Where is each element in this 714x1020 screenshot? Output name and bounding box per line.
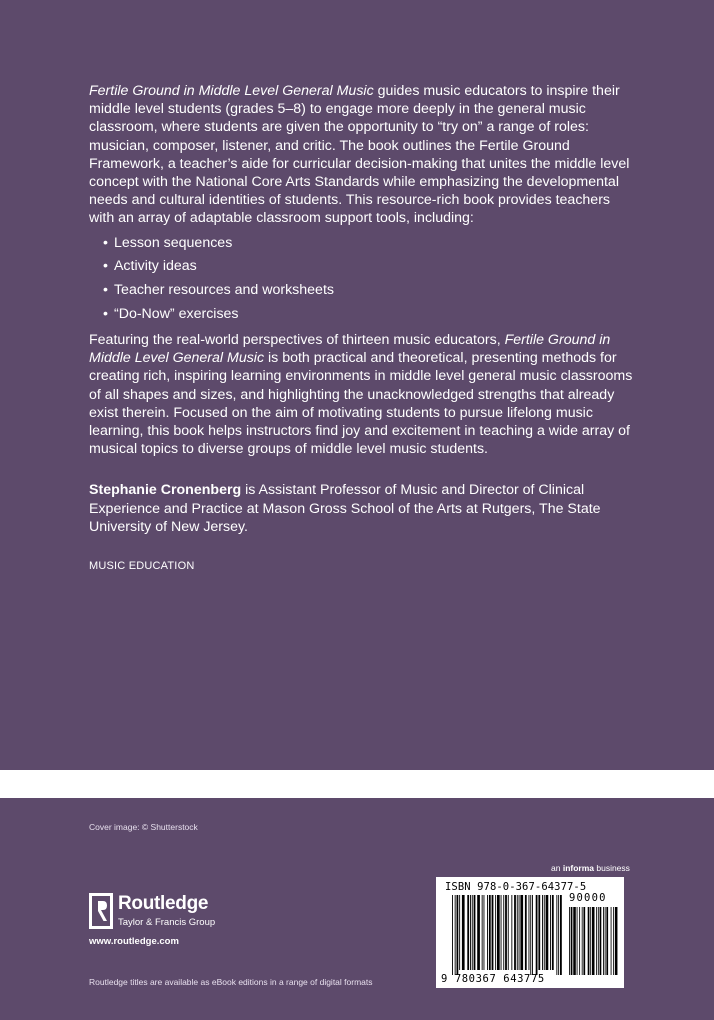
barcode-bar xyxy=(592,907,595,975)
barcode-bar xyxy=(550,895,551,970)
barcode-bar xyxy=(556,895,557,975)
barcode-bar xyxy=(503,895,504,970)
barcode-bar xyxy=(501,895,502,970)
barcode-bar xyxy=(538,895,540,970)
barcode-bar xyxy=(462,895,465,970)
barcode-bar xyxy=(484,895,485,970)
book-title-italic-2: Fertile Ground in Middle Level General Music xyxy=(89,331,611,367)
barcode-bar xyxy=(536,895,538,975)
informa-brand: informa xyxy=(562,863,594,873)
perspectives-lead: Featuring the real-world perspectives of thirteen music educators, xyxy=(89,331,505,348)
barcode-bar xyxy=(452,895,453,975)
barcode-bar xyxy=(472,895,473,970)
barcode-bar xyxy=(530,895,531,975)
barcode-bar xyxy=(525,895,527,970)
barcode-bar xyxy=(560,895,562,975)
informa-prefix: an xyxy=(551,863,563,873)
barcode-bar xyxy=(615,907,618,975)
barcode-bar xyxy=(582,907,583,975)
barcode-bar xyxy=(558,895,559,975)
barcode-bar xyxy=(613,907,614,975)
author-bio-text: is Assistant Professor of Music and Director of Clinical Experience and Practice at Mason Gross School of the Arts at Rutgers, The State University of New Jersey. xyxy=(89,482,601,535)
list-item: • “Do-Now” exercises xyxy=(103,305,634,323)
addon-number: 90000 xyxy=(569,892,607,904)
barcode-bar xyxy=(579,907,580,975)
barcode-bar xyxy=(552,895,554,970)
barcode-bar xyxy=(532,895,533,975)
barcode-bar xyxy=(544,895,545,970)
barcode-bar xyxy=(542,895,543,970)
barcode-bar xyxy=(470,895,471,970)
author-bio xyxy=(89,481,634,536)
barcode-bar xyxy=(477,895,480,970)
barcode-bar xyxy=(459,895,460,970)
barcode-bar xyxy=(474,895,476,970)
barcode-bar xyxy=(546,895,549,970)
barcode-bar xyxy=(577,907,578,975)
barcode-bar xyxy=(569,907,570,975)
routledge-logo-icon xyxy=(89,893,113,929)
publisher-group: Taylor & Francis Group xyxy=(118,917,216,928)
barcode-bar xyxy=(600,907,602,975)
barcode-bar xyxy=(605,907,606,975)
barcode-bar xyxy=(583,907,585,975)
barcode-bar xyxy=(457,895,459,975)
informa-suffix: business xyxy=(594,863,630,873)
barcode-bar xyxy=(603,907,604,975)
barcode-bar xyxy=(492,895,494,970)
list-item: • Lesson sequences xyxy=(103,234,634,252)
cover-image-credit: Cover image: © Shutterstock xyxy=(89,822,198,832)
author-name: Stephanie Cronenberg xyxy=(89,482,242,499)
barcode-bar xyxy=(487,895,488,970)
barcode-bar xyxy=(596,907,597,975)
back-cover-blurb xyxy=(89,82,634,575)
description-text: guides music educators to inspire their middle level students (grades 5–8) to engage more deeply in the general music classroom, where students are given the opportunity to “try on” a range of roles: musician, composer, listener, and critic. The book outlines the Fertile Ground Framework, a teacher’s aide for curricular decision-making that unites the middle level concept with the National Core Arts Standards while emphasizing the developmental needs and cultural identities of students. This resource-rich book provides teachers with an array of adaptable classroom support tools, including: xyxy=(89,83,630,227)
barcode-bar xyxy=(571,907,573,975)
barcode-bar xyxy=(529,895,530,970)
barcode-bar xyxy=(495,895,496,970)
barcode-bar xyxy=(520,895,523,970)
barcode-bar xyxy=(482,895,483,970)
ean-digits: 9 780367 643775 xyxy=(441,973,545,985)
ebook-note: Routledge titles are available as eBook editions in a range of digital formats xyxy=(89,977,373,987)
list-item: • Teacher resources and worksheets xyxy=(103,281,634,299)
perspectives-text: is both practical and theoretical, presenting methods for creating rich, inspiring learning environments in middle level general music classrooms of all shapes and sizes, and highlighting the unacknowledged strengths that already exist therein. Focused on the aim of motivating students to pursue lifelong music learning, this book helps instructors find joy and excitement in teaching a wide array of musical topics to diverse groups of middle level music students. xyxy=(89,350,633,458)
barcode-bar xyxy=(519,895,520,970)
barcode-bar xyxy=(467,895,469,970)
informa-business-tag xyxy=(551,863,630,873)
barcode-bar xyxy=(517,895,518,970)
perspectives-paragraph xyxy=(89,331,634,458)
barcode-bar xyxy=(508,895,509,970)
barcode-bar xyxy=(573,907,576,975)
tools-list xyxy=(89,234,634,323)
isbn-barcode xyxy=(436,877,624,988)
barcode-bar xyxy=(511,895,512,970)
subject-category: MUSIC EDUCATION xyxy=(89,559,195,572)
barcode-bar xyxy=(455,895,456,975)
barcode-bar xyxy=(514,895,516,970)
barcode-bar xyxy=(497,895,500,970)
book-title-italic: Fertile Ground in Middle Level General Music xyxy=(89,83,374,99)
publisher-url[interactable]: www.routledge.com xyxy=(89,936,179,947)
barcode-bar xyxy=(505,895,507,970)
barcode-bar xyxy=(606,907,608,975)
barcode-bar xyxy=(588,907,590,975)
white-divider-band xyxy=(0,770,714,798)
description-paragraph xyxy=(89,82,634,228)
list-item: • Activity ideas xyxy=(103,257,634,275)
barcode-bar xyxy=(611,907,612,975)
barcode-bar xyxy=(590,907,591,975)
barcode-bar xyxy=(598,907,599,975)
publisher-name: Routledge xyxy=(118,893,209,914)
barcode-bar xyxy=(489,895,491,970)
isbn-label: ISBN 978-0-367-64377-5 xyxy=(445,881,587,893)
